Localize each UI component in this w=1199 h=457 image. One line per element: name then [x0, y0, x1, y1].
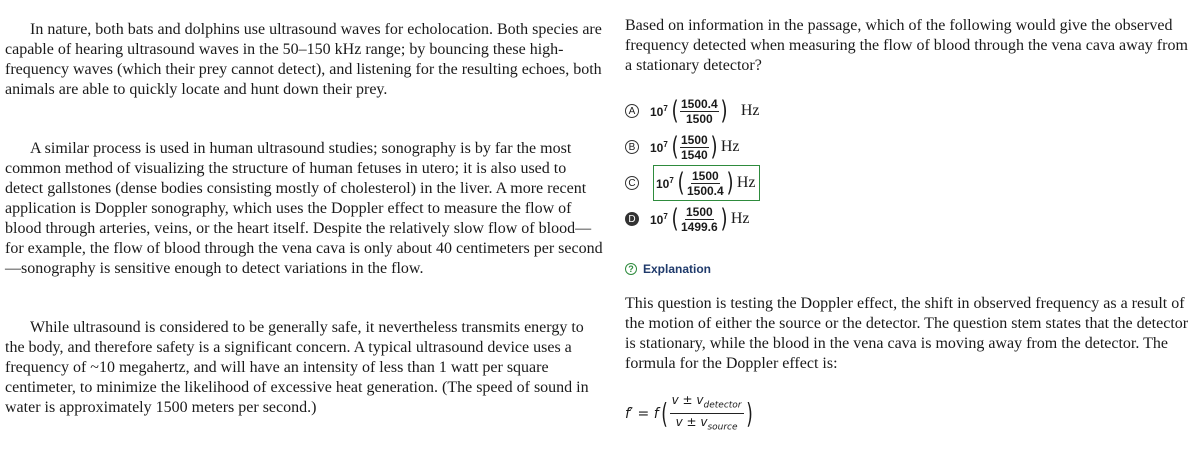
explanation-text: This question is testing the Doppler effect, the shift in observed frequency as a result of the motion of either the source or the detector. The question stem states that the detector is stationary, while the blood in the vena cava is moving away from the detector. The formula for the Doppler effect is:: [625, 295, 1189, 372]
right-paren: ): [710, 132, 718, 162]
choice-c-fraction: [686, 169, 725, 198]
choice-d[interactable]: [625, 202, 749, 236]
choice-b-base: 10: [650, 140, 664, 155]
choice-c-exponent: 7: [669, 175, 674, 185]
choice-d-denominator: 1499.6: [680, 219, 718, 234]
formula-denominator-sub: source: [707, 422, 738, 433]
formula-numerator: [670, 392, 744, 414]
formula-lhs: f′ = f: [625, 405, 659, 422]
question-mark-icon: ?: [625, 263, 637, 275]
explanation-toggle[interactable]: [625, 262, 711, 276]
choice-c[interactable]: [654, 166, 759, 200]
choice-a-coefficient: [650, 104, 668, 119]
question-stem: Based on information in the passage, which of the following would give the observed frequency detected when measuring the flow of blood through the vena cava away from a stationary detector?: [625, 17, 1188, 74]
right-paren: ): [745, 397, 753, 431]
left-paren: (: [660, 397, 668, 431]
explanation-label: Explanation: [643, 262, 712, 276]
right-paren: ): [720, 96, 728, 126]
doppler-formula: [625, 392, 754, 436]
passage-paragraph-1: In nature, both bats and dolphins use ultrasound waves for echolocation. Both species are capable of hearing ultrasound waves in the 50–150 kHz range; by bouncing these high-frequency waves (which their prey cannot detect), and listening for the resulting echoes, both animals are able to quickly locate and hunt down their prey.: [5, 21, 602, 98]
choice-b-exponent: 7: [663, 139, 668, 149]
right-paren: ): [720, 204, 728, 234]
choice-b-coefficient: [650, 140, 668, 155]
left-paren: (: [677, 168, 685, 198]
left-paren: (: [671, 132, 679, 162]
left-paren: (: [671, 96, 679, 126]
choice-a-numerator: 1500.4: [680, 96, 718, 111]
choice-d-base: 10: [650, 212, 664, 227]
choice-b-unit: Hz: [720, 138, 740, 155]
passage: [5, 20, 605, 457]
choice-letter-b[interactable]: B: [625, 140, 639, 154]
choice-letter-d[interactable]: D: [625, 212, 639, 226]
choice-c-row: [625, 166, 650, 200]
formula-denominator-v: v ± v: [675, 415, 708, 430]
choice-a-exponent: 7: [663, 103, 668, 113]
left-paren: (: [671, 204, 679, 234]
choice-c-unit: Hz: [736, 174, 756, 191]
formula-numerator-sub: detector: [703, 400, 742, 411]
choice-d-numerator: 1500: [685, 204, 713, 219]
choice-c-base: 10: [656, 176, 670, 191]
choice-a-base: 10: [650, 104, 664, 119]
passage-paragraph-3: While ultrasound is considered to be generally safe, it nevertheless transmits energy to the body, and therefore safety is a significant concern. A typical ultrasound device uses a frequency of ~10 megahertz, and will have an intensity of less than 1 watt per square centimeter, to minimize the likelihood of excessive heat generation. (The speed of sound in water is approximately 1500 meters per second.): [5, 319, 589, 416]
choice-a[interactable]: [625, 94, 759, 128]
choice-letter-c[interactable]: C: [625, 176, 639, 190]
choice-a-fraction: [680, 97, 719, 126]
choice-b-fraction: [680, 133, 709, 162]
passage-paragraph-2: A similar process is used in human ultrasound studies; sonography is by far the most common method of visualizing the structure of human fetuses in utero; it is also used to detect gallstones (dense bodies consisting mostly of cholesterol) in the liver. A more recent application is Doppler sonography, which uses the Doppler effect to measure the flow of blood through arteries, veins, or the heart itself. Despite the relatively slow flow of blood—for example, the flow of blood through the vena cava is only about 40 centimeters per second—sonography is sensitive enough to detect variations in the flow.: [5, 140, 603, 277]
choice-c-denominator: 1500.4: [686, 183, 724, 198]
choice-a-unit: Hz: [740, 102, 760, 119]
choice-c-numerator: 1500: [691, 168, 719, 183]
choice-b[interactable]: [625, 130, 739, 164]
formula-numerator-v: v ± v: [671, 393, 704, 407]
choice-b-denominator: 1540: [680, 147, 708, 162]
choice-d-exponent: 7: [663, 211, 668, 221]
choice-letter-a[interactable]: A: [625, 104, 639, 118]
right-paren: ): [726, 168, 734, 198]
choice-d-unit: Hz: [730, 210, 750, 227]
choice-d-coefficient: [650, 212, 668, 227]
choice-a-denominator: 1500: [685, 111, 713, 126]
choice-c-coefficient: [656, 176, 674, 191]
formula-fraction: [670, 392, 744, 436]
choice-d-fraction: [680, 205, 719, 234]
choice-b-numerator: 1500: [680, 132, 708, 147]
